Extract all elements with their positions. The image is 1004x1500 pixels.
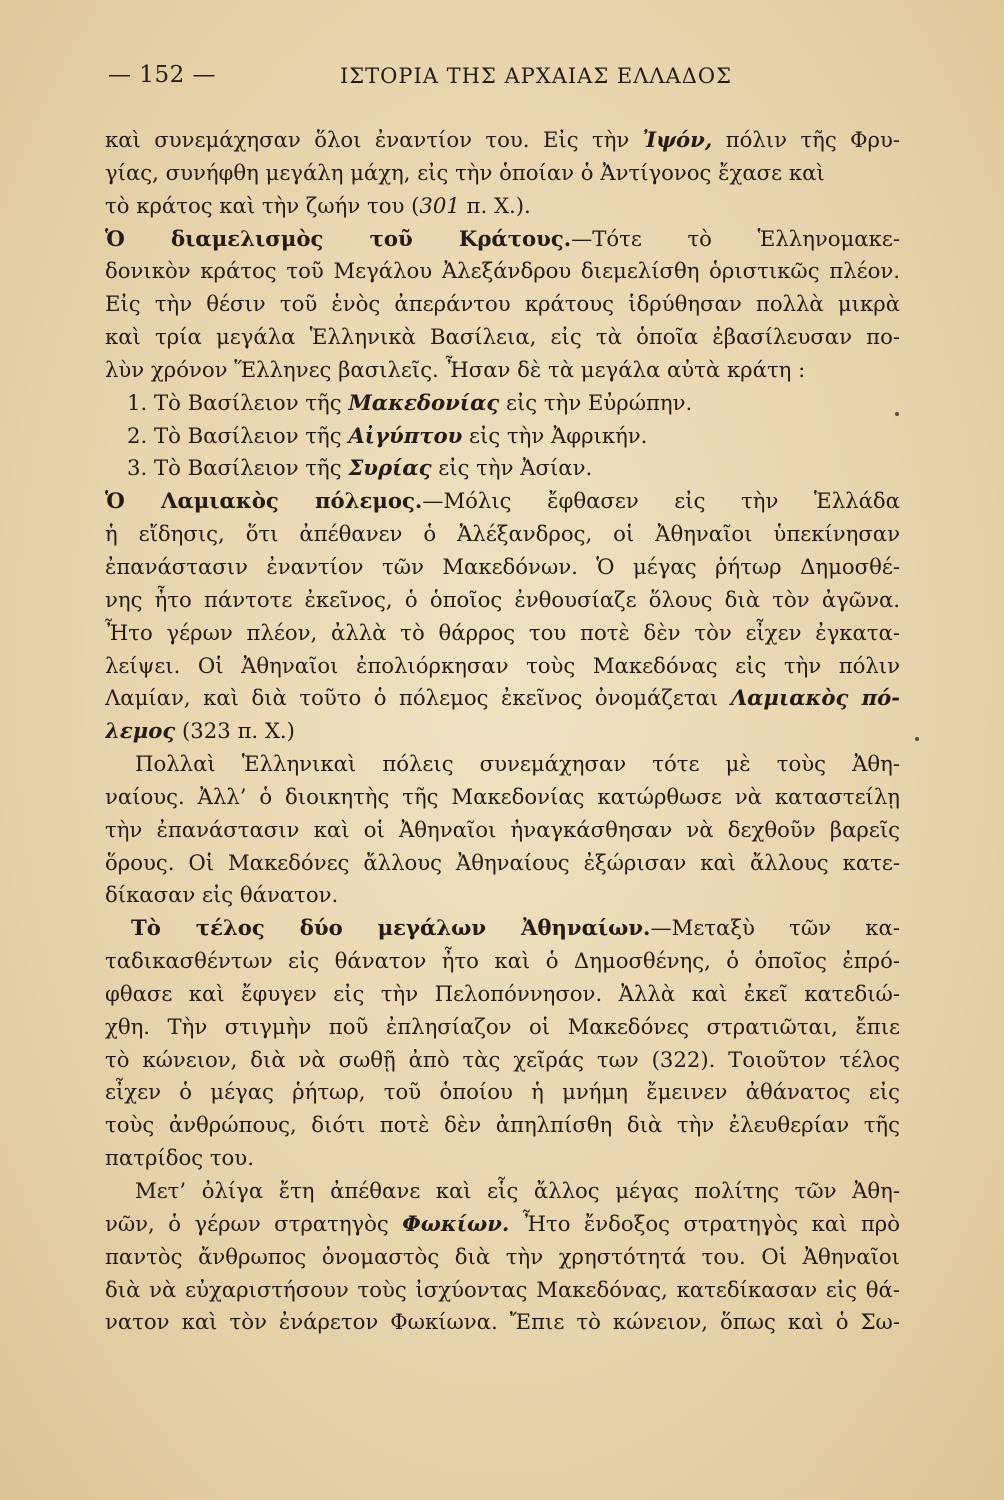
text-run: νῶν, ὁ γέρων στρατηγὸς [105,1210,403,1236]
text-run: δίκασαν εἰς θάνατον. [105,882,339,908]
text-line [105,354,900,387]
text-run: —Τότε τὸ Ἑλληνομακε- [571,225,900,251]
text-line [105,1306,900,1339]
text-line [105,124,900,157]
text-line [105,1044,900,1077]
text-line [105,1011,900,1044]
text-line [105,1241,900,1274]
text-run: εἰς τὴν Ἀσίαν. [431,455,593,481]
text-run: ναίους. Ἀλλ’ ὁ διοικητὴς τῆς Μακεδονίας κατώρθωσε νὰ καταστείλῃ [105,783,900,809]
text-run: 2. Τὸ Βασίλειον τῆς [127,422,349,448]
text-run: τοὺς ἀνθρώπους, διότι ποτὲ δὲν ἀπηλπίσθη διὰ τὴν ἐλευθερίαν τῆς [105,1112,900,1138]
bold-italic-run: Μακεδονίας [348,389,500,415]
text-run: ὅρους. Οἱ Μακεδόνες ἄλλους Ἀθηναίους ἐξώρισαν καὶ ἄλλους κατε- [105,849,900,875]
section-heading-line [105,912,900,945]
text-line [105,518,900,551]
bold-italic-run: Συρίας [348,455,432,481]
text-line [105,288,900,321]
bold-run: Ὁ Λαμιακὸς πόλεμος. [105,488,423,514]
text-line [105,682,900,715]
text-line [105,321,900,354]
page-header [108,62,908,96]
text-run: Λαμίαν, καὶ διὰ τοῦτο ὁ πόλεμος ἐκεῖνος ὀνομάζεται [105,685,731,711]
text-line [105,945,900,978]
text-run: νατον καὶ τὸν ἐνάρετον Φωκίωνα. Ἔπιε τὸ κώνειον, ὅπως καὶ ὁ Σω- [105,1309,900,1335]
bold-italic-run: λεμος [105,718,176,744]
text-line [105,1109,900,1142]
list-item [105,387,900,420]
text-run: φθασε καὶ ἔφυγεν εἰς τὴν Πελοπόννησον. Ἀλλὰ καὶ ἐκεῖ κατεδιώ- [105,980,900,1006]
text-run: Μετ’ ὀλίγα ἔτη ἀπέθανε καὶ εἷς ἄλλος μέγας πολίτης τῶν Ἀθη- [135,1178,900,1203]
text-line [105,1076,900,1109]
text-run: ἐπανάστασιν ἐναντίον τῶν Μακεδόνων. Ὁ μέγας ῥήτωρ Δημοσθέ- [105,553,900,579]
text-run: ταδικασθέντων εἰς θάνατον ἦτο καὶ ὁ Δημοσθένης, ὁ ὁποῖος ἐπρό- [105,948,900,974]
text-line [105,190,900,223]
margin-speck [915,737,919,741]
text-line [105,617,900,650]
text-line [105,781,900,814]
section-heading-line [105,223,900,256]
text-run: δονικὸν κράτος τοῦ Μεγάλου Ἀλεξάνδρου διεμελίσθη ὁριστικῶς πλέον. [105,258,900,284]
bold-italic-run: Αἰγύπτου [348,422,463,448]
text-line [105,978,900,1011]
text-line [105,551,900,584]
text-run: 3. Τὸ Βασίλειον τῆς [127,455,349,481]
text-run: καὶ συνεμάχησαν ὅλοι ἐναντίον του. Εἰς τὴν [105,127,643,152]
text-run: π. Χ.). [459,192,531,218]
page-number: — 152 — [108,62,217,88]
text-run: —Μεταξὺ τῶν κα- [650,915,900,941]
body-text [105,124,900,1339]
running-title: ΙΣΤΟΡΙΑ ΤΗΣ ΑΡΧΑΙΑΣ ΕΛΛΑΔΟΣ [340,64,732,88]
text-run: —Μόλις ἔφθασεν εἰς τὴν Ἑλλάδα [422,488,900,514]
bold-italic-run: Λαμιακὸς πό- [730,685,900,711]
text-run: ἡ εἴδησις, ὅτι ἀπέθανεν ὁ Ἀλέξανδρος, οἱ Ἀθηναῖοι ὑπεκίνησαν [105,521,900,547]
text-run: παντὸς ἄνθρωπος ὀνομαστὸς διὰ τὴν χρηστότητά του. Οἱ Ἀθηναῖοι [105,1243,900,1269]
text-run: πόλιν τῆς Φρυ- [712,127,900,152]
text-run: Ἦτο γέρων πλέον, ἀλλὰ τὸ θάρρος του ποτὲ δὲν τὸν εἶχεν ἐγκατα- [105,619,900,645]
text-run: λείψει. Οἱ Ἀθηναῖοι ἐπολιόρκησαν τοὺς Μακεδόνας εἰς τὴν πόλιν [105,652,900,678]
text-line [105,814,900,847]
bold-run: Ὁ διαμελισμὸς τοῦ Κράτους. [105,225,572,251]
bold-italic-run: Φωκίων. [402,1210,510,1236]
text-run: γίας, συνήφθη μεγάλη μάχη, εἰς τὴν ὁποίαν ὁ Ἀντίγονος ἔχασε καὶ [105,159,825,185]
text-run: πατρίδος του. [105,1145,254,1171]
text-run: νης ἦτο πάντοτε ἐκεῖνος, ὁ ὁποῖος ἐνθουσίαζε ὅλους διὰ τὸν ἀγῶνα. [105,586,900,612]
text-line [105,1175,900,1208]
text-line [105,748,900,781]
list-item [105,420,900,453]
text-line [105,715,900,748]
text-line [105,584,900,617]
text-run: χθη. Τὴν στιγμὴν ποῦ ἐπλησίαζον οἱ Μακεδόνες στρατιῶται, ἔπιε [105,1013,900,1039]
text-run: (323 π. Χ.) [175,718,295,744]
text-run: εἰς τὴν Εὐρώπην. [499,389,693,415]
text-line [105,1142,900,1175]
text-line [105,650,900,683]
text-run: διὰ νὰ εὐχαριστήσουν τοὺς ἰσχύοντας Μακεδόνας, κατεδίκασαν εἰς θά- [105,1276,900,1302]
text-run: τὸ κώνειον, διὰ νὰ σωθῇ ἀπὸ τὰς χεῖράς των (322). Τοιοῦτον τέλος [105,1046,900,1072]
text-run: Ἦτο ἔνδοξος στρατηγὸς καὶ πρὸ [509,1210,900,1236]
text-run: τὸ κράτος καὶ τὴν ζωήν του ( [105,192,420,218]
bold-run: Τὸ τέλος δύο μεγάλων Ἀθηναίων. [131,915,651,941]
text-line [105,1208,900,1241]
bold-italic-run: Ἰψόν, [642,127,713,152]
text-line [105,1274,900,1307]
text-line [105,879,900,912]
section-heading-line [105,485,900,518]
text-run: λὺν χρόνον Ἕλληνες βασιλεῖς. Ἦσαν δὲ τὰ μεγάλα αὐτὰ κράτη : [105,356,806,382]
text-run: καὶ τρία μεγάλα Ἑλληνικὰ Βασίλεια, εἰς τὰ ὁποῖα ἐβασίλευσαν πο- [105,324,900,350]
text-run: τὴν ἐπανάστασιν καὶ οἱ Ἀθηναῖοι ἠναγκάσθησαν νὰ δεχθοῦν βαρεῖς [105,816,900,842]
text-line [105,157,900,190]
text-run: εἰς τὴν Ἀφρικήν. [462,422,648,448]
text-line [105,255,900,288]
text-run: Εἰς τὴν θέσιν τοῦ ἑνὸς ἀπεράντου κράτους ἱδρύθησαν πολλὰ μικρὰ [105,291,900,317]
margin-speck [895,412,899,416]
list-item [105,452,900,485]
text-run: Πολλαὶ Ἑλληνικαὶ πόλεις συνεμάχησαν τότε μὲ τοὺς Ἀθη- [135,751,900,777]
text-run: 1. Τὸ Βασίλειον τῆς [127,389,349,415]
text-line [105,847,900,880]
text-run: εἶχεν ὁ μέγας ῥήτωρ, τοῦ ὁποίου ἡ μνήμη ἔμεινεν ἀθάνατος εἰς [105,1079,900,1105]
italic-run: 301 [419,192,460,218]
